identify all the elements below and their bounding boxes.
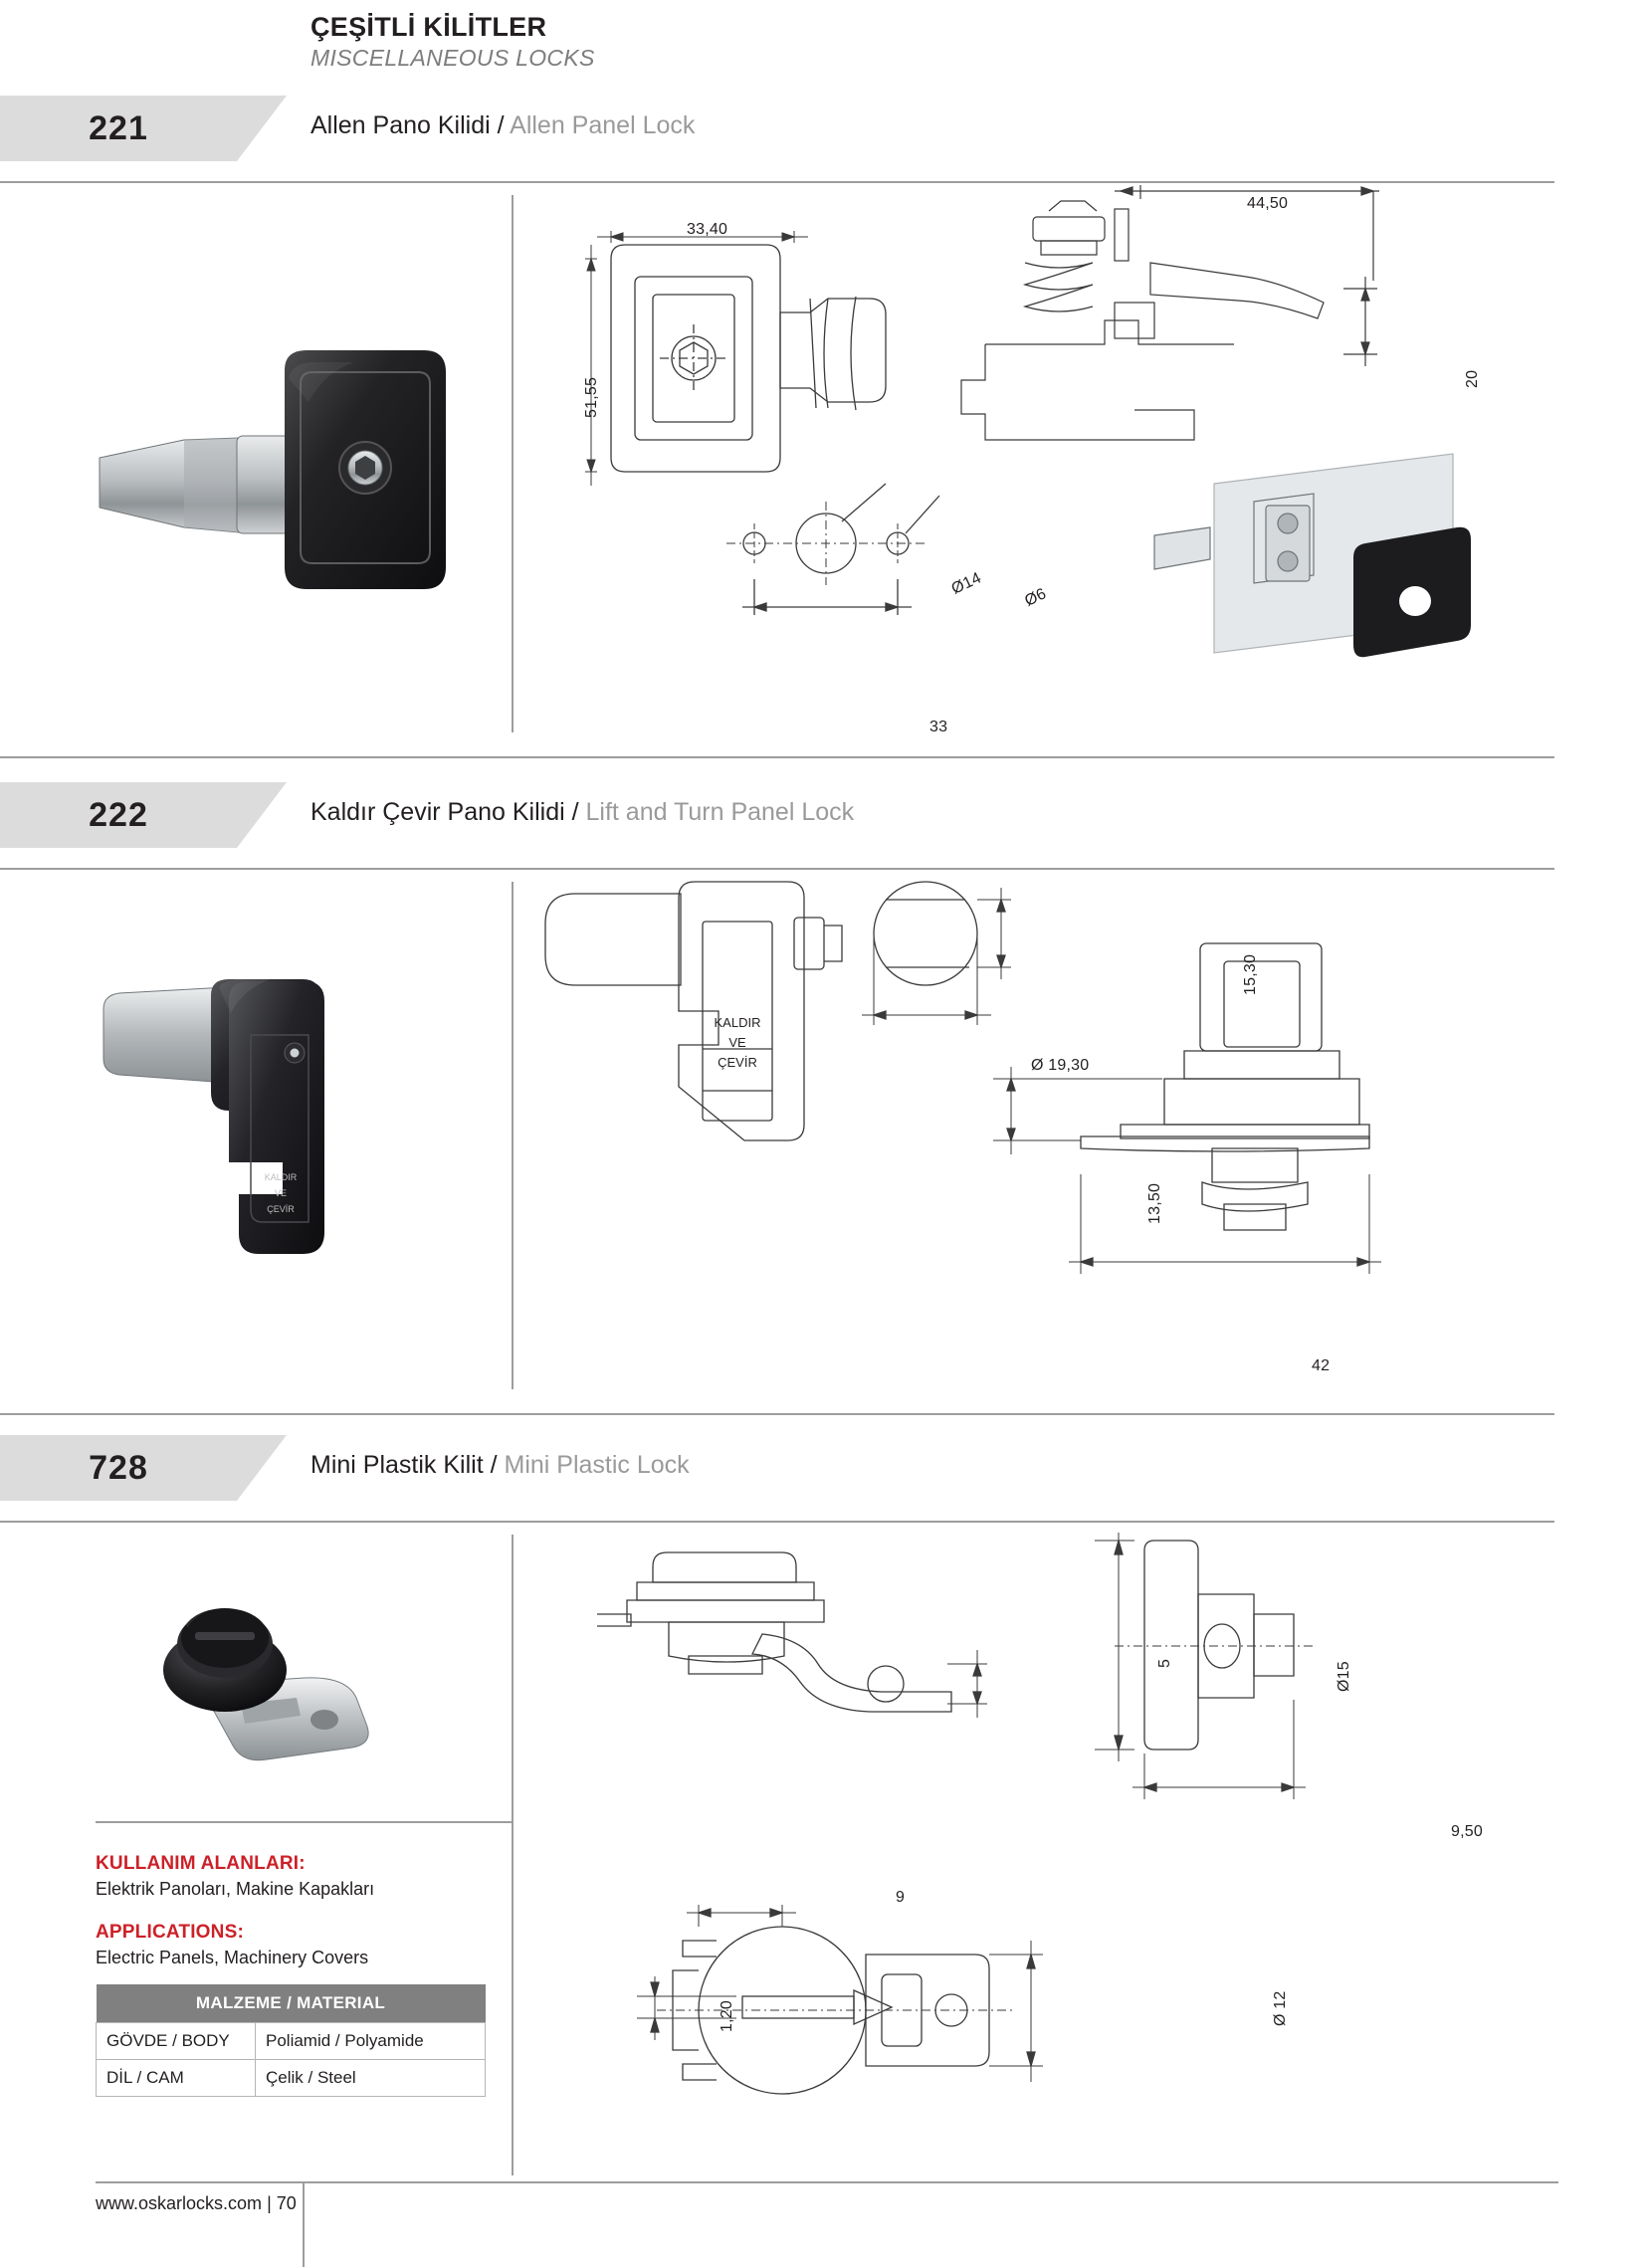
material-row-value-0: Poliamid / Polyamide <box>256 2023 486 2060</box>
section-title-tr-222: Kaldır Çevir Pano Kilidi / <box>310 798 579 826</box>
divider-728-top <box>0 1521 1554 1523</box>
dim-728-9: 9 <box>896 1889 906 1906</box>
section-title-221 <box>310 111 695 140</box>
table-row <box>97 2023 486 2060</box>
info-divider <box>96 1821 512 1823</box>
footer-website: www.oskarlocks.com <box>96 2193 263 2213</box>
table-row <box>97 2060 486 2097</box>
divider-221-top <box>0 181 1554 183</box>
page-title-tr: ÇEŞİTLİ KİLİTLER <box>310 12 547 42</box>
dim-222-d19_30: Ø 19,30 <box>1031 1057 1090 1074</box>
dim-221-d14: Ø14 <box>948 569 984 598</box>
divider-222-bottom <box>0 1413 1554 1415</box>
section-title-en-728: Mini Plastic Lock <box>504 1451 690 1479</box>
footer-vertical-rule <box>303 2181 305 2267</box>
section-title-tr-728: Mini Plastik Kilit / <box>310 1451 498 1479</box>
product-photo-222 <box>100 975 478 1373</box>
dim-728-d12: Ø 12 <box>1272 1990 1289 2026</box>
svg-text:VE: VE <box>274 1188 288 1198</box>
section-code-221: 221 <box>89 108 148 147</box>
svg-text:KALDIR: KALDIR <box>264 1172 298 1182</box>
section-title-222 <box>310 798 854 827</box>
svg-text:VE: VE <box>728 1035 746 1050</box>
dim-728-5: 5 <box>1156 1658 1173 1668</box>
technical-drawing-221 <box>557 185 1533 732</box>
svg-text:ÇEVİR: ÇEVİR <box>267 1204 295 1214</box>
page-title-en: MISCELLANEOUS LOCKS <box>310 45 595 71</box>
section-banner-222 <box>0 782 1554 848</box>
product-photo-728 <box>129 1580 448 1789</box>
section-title-en-222: Lift and Turn Panel Lock <box>585 798 855 826</box>
section-title-tr-221: Allen Pano Kilidi / <box>310 111 505 139</box>
dim-221-51_55: 51,55 <box>583 376 600 418</box>
dim-222-13_50: 13,50 <box>1146 1182 1163 1224</box>
section-code-222: 222 <box>89 795 148 834</box>
dim-728-1_20: 1,20 <box>719 2000 735 2032</box>
material-row-value-1: Çelik / Steel <box>256 2060 486 2097</box>
svg-text:KALDIR: KALDIR <box>714 1015 761 1030</box>
product-photo-221 <box>90 328 458 607</box>
divider-221-bottom <box>0 756 1554 758</box>
dim-221-20: 20 <box>1464 369 1481 388</box>
section-banner-728 <box>0 1435 1554 1501</box>
material-table <box>96 1984 486 2097</box>
section-banner-221 <box>0 96 1554 161</box>
footer <box>96 2181 1558 2214</box>
technical-drawing-222 <box>527 876 1543 1393</box>
svg-text:ÇEVİR: ÇEVİR <box>718 1055 757 1070</box>
column-divider-222 <box>512 882 514 1389</box>
section-code-728: 728 <box>89 1448 148 1487</box>
dim-221-44_50: 44,50 <box>1247 195 1289 212</box>
material-table-header: MALZEME / MATERIAL <box>97 1984 486 2023</box>
material-row-key-1: DİL / CAM <box>97 2060 256 2097</box>
material-row-key-0: GÖVDE / BODY <box>97 2023 256 2060</box>
dim-728-d15: Ø15 <box>1336 1661 1352 1692</box>
section-title-en-221: Allen Panel Lock <box>510 111 696 139</box>
applications-text-tr: Elektrik Panoları, Makine Kapakları <box>96 1879 375 1899</box>
applications-label-en: APPLICATIONS: <box>96 1922 244 1943</box>
dim-728-9_50: 9,50 <box>1451 1823 1483 1840</box>
page-header <box>310 12 595 72</box>
technical-drawing-728 <box>597 1533 1552 2169</box>
footer-page-number: 70 <box>276 2193 297 2213</box>
dim-222-15_30: 15,30 <box>1242 953 1259 995</box>
applications-label-tr: KULLANIM ALANLARI: <box>96 1853 306 1874</box>
footer-separator: | <box>267 2193 272 2213</box>
dim-221-d6: Ø6 <box>1022 585 1050 610</box>
applications-text-en: Electric Panels, Machinery Covers <box>96 1948 369 1967</box>
column-divider-221 <box>512 195 514 732</box>
dim-222-42: 42 <box>1312 1357 1331 1374</box>
applications-block <box>96 1853 514 2097</box>
dim-221-33: 33 <box>929 719 948 735</box>
section-title-728 <box>310 1451 690 1480</box>
divider-222-top <box>0 868 1554 870</box>
dim-221-33_40: 33,40 <box>687 221 728 238</box>
